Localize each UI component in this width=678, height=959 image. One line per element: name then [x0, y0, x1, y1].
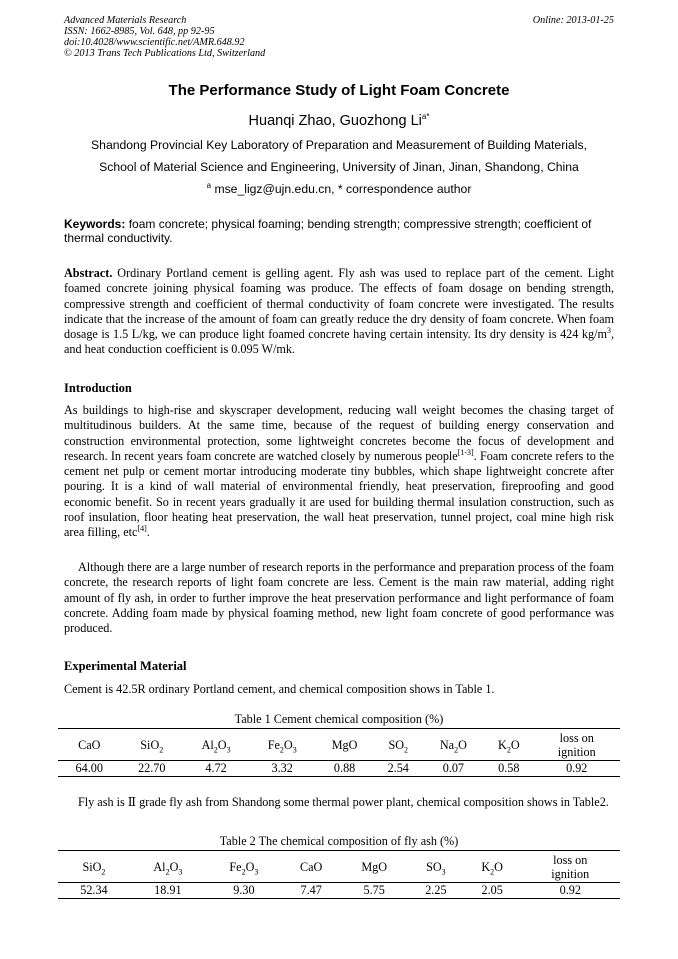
table-1-cell: 0.58	[484, 761, 533, 777]
authors	[0, 113, 678, 129]
table-2-cell: 18.91	[130, 883, 206, 899]
table-1-caption: Table 1 Cement chemical composition (%)	[234, 712, 444, 726]
table-1-cell: 3.32	[249, 761, 315, 777]
table-2-caption: Table 2 The chemical composition of fly ash (%)	[219, 834, 459, 848]
table-2-cell: 2.05	[464, 883, 521, 899]
abstract	[64, 266, 614, 358]
table-1-header-row	[58, 729, 620, 761]
doi-line: doi:10.4028/www.scientific.net/AMR.648.92	[64, 37, 245, 48]
table-2-cell: 5.75	[340, 883, 407, 899]
abstract-text: Ordinary Portland cement is gelling agent. Fly ash was used to replace part of the cement. Light foamed concrete joining physical foaming was produce. The effects of foam dosage on bending strength, compressive strength and coefficient of thermal conductivity of foam concrete were investigated. The results indicate that the increase of the amount of foam can greatly reduce the dry density of foam concrete. When foam dosage is 1.5 L/kg, we can produce light foamed concrete having certain intensity. Its dry density is 424 kg/m	[64, 266, 614, 342]
table-2-cell: 7.47	[282, 883, 341, 899]
table-2-header-cell: $Al_2O_3$	[130, 851, 206, 883]
table-2-cell: 52.34	[58, 883, 130, 899]
table-1-cell: 2.54	[374, 761, 423, 777]
table-2-cell: 0.92	[521, 883, 620, 899]
table-2-header-cell: $SO_3$	[408, 851, 464, 883]
email-text: mse_ligz@ujn.edu.cn, * correspondence author	[214, 182, 472, 196]
citation-1-3: [1-3]	[457, 447, 474, 457]
introduction-paragraph-2: Although there are a large number of research reports in the performance and preparation process of the foam concrete, the research reports of light foam concrete are less. Cement is the main raw material, adding right amount of fly ash, in order to further improve the heat preservation performance and light performance of foam concrete. Adding foam made by physical foaming method, new light foam concrete of good performance was produced.	[64, 560, 614, 636]
table-1-header-cell: SiO$_2$	[121, 729, 184, 761]
table-2-header-cell: MgO	[340, 851, 407, 883]
issn-line: ISSN: 1662-8985, Vol. 648, pp 92-95	[64, 26, 215, 37]
experimental-paragraph-1: Cement is 42.5R ordinary Portland cement, and chemical composition shows in Table 1.	[64, 682, 495, 696]
keywords	[64, 217, 614, 245]
table-2-data-row	[58, 883, 620, 899]
keywords-text: foam concrete; physical foaming; bending strength; compressive strength; coefficient of thermal conductivity.	[64, 217, 592, 245]
table-1-cell: 0.92	[533, 761, 620, 777]
paper-title: The Performance Study of Light Foam Concrete	[168, 82, 510, 99]
author-names: Huanqi Zhao, Guozhong Li	[248, 113, 422, 129]
introduction-heading: Introduction	[64, 381, 132, 395]
affiliation-line-1: Shandong Provincial Key Laboratory of Preparation and Measurement of Building Materials,	[91, 138, 587, 152]
intro-text-a: As buildings to high-rise and skyscraper development, reducing wall weight becomes the chasing target of multitudinous builders. At the same time, because of the request of building energy conservation and construction environmental protection, some lightweight concretes become the focus of development and research. In recent years foam concrete are watched closely by numerous people	[64, 403, 614, 463]
table-1-cell: 4.72	[183, 761, 249, 777]
table-1-data-row	[58, 761, 620, 777]
table-1-cell: 22.70	[121, 761, 184, 777]
table-2	[58, 850, 620, 899]
table-1-header-cell: $SO_2$	[374, 729, 423, 761]
table-1-cell: 0.88	[315, 761, 374, 777]
abstract-text-end: , and heat conduction coefficient is 0.095 W/mk.	[64, 327, 614, 357]
email-line	[0, 182, 678, 196]
journal-name: Advanced Materials Research	[64, 15, 187, 26]
table-2-header-cell: SiO$_2$	[58, 851, 130, 883]
intro-text-b: . Foam concrete refers to the cement net pulp or cement mortar introducing moderate tiny bubbles, which shape lightweight concrete after pouring. It is a kind of wall material of environmental friendly, heat preservation, fireproofing and good economic benefit. So in recent years gradually it are used for building thermal insulation construction, such as roof insulation, floor heating heat preservation, the wall heat preservation, tunnel project, coal mine high risk area filling, etc	[64, 448, 614, 540]
table-2-cell: 2.25	[408, 883, 464, 899]
table-2-header-cell: loss on ignition	[521, 851, 620, 883]
experimental-material-heading: Experimental Material	[64, 659, 187, 673]
author-superscript: a*	[421, 112, 430, 122]
table-1-cell: 64.00	[58, 761, 121, 777]
table-1	[58, 728, 620, 777]
table-1-header-cell: $K_2O$	[484, 729, 533, 761]
email-superscript: a	[206, 180, 212, 190]
table-1-header-cell: $Fe_2O_3$	[249, 729, 315, 761]
abstract-superscript: 3	[606, 326, 611, 336]
table-1-header-cell: $Al_2O_3$	[183, 729, 249, 761]
table-1-header-cell: MgO	[315, 729, 374, 761]
experimental-paragraph-2: Fly ash is Ⅱ grade fly ash from Shandong some thermal power plant, chemical composition shows in Table2.	[78, 795, 609, 809]
introduction-paragraph-1	[64, 403, 614, 541]
table-2-header-cell: $Fe_2O_3$	[206, 851, 282, 883]
table-1-header-cell: CaO	[58, 729, 121, 761]
table-1-header-cell: $Na_2O$	[423, 729, 485, 761]
table-2-header-row	[58, 851, 620, 883]
keywords-label: Keywords:	[64, 217, 126, 231]
affiliation-line-2: School of Material Science and Engineering, University of Jinan, Jinan, Shandong, China	[99, 160, 579, 174]
online-date: Online: 2013-01-25	[532, 15, 614, 26]
table-1-header-cell: loss on ignition	[533, 729, 620, 761]
table-2-header-cell: CaO	[282, 851, 341, 883]
journal-header	[64, 15, 265, 59]
copyright-line: © 2013 Trans Tech Publications Ltd, Switzerland	[64, 48, 266, 59]
intro-text-c: .	[146, 525, 150, 540]
table-2-header-cell: $K_2O$	[464, 851, 521, 883]
table-1-cell: 0.07	[423, 761, 485, 777]
abstract-label: Abstract.	[64, 266, 113, 280]
citation-4: [4]	[137, 524, 147, 534]
table-2-cell: 9.30	[206, 883, 282, 899]
